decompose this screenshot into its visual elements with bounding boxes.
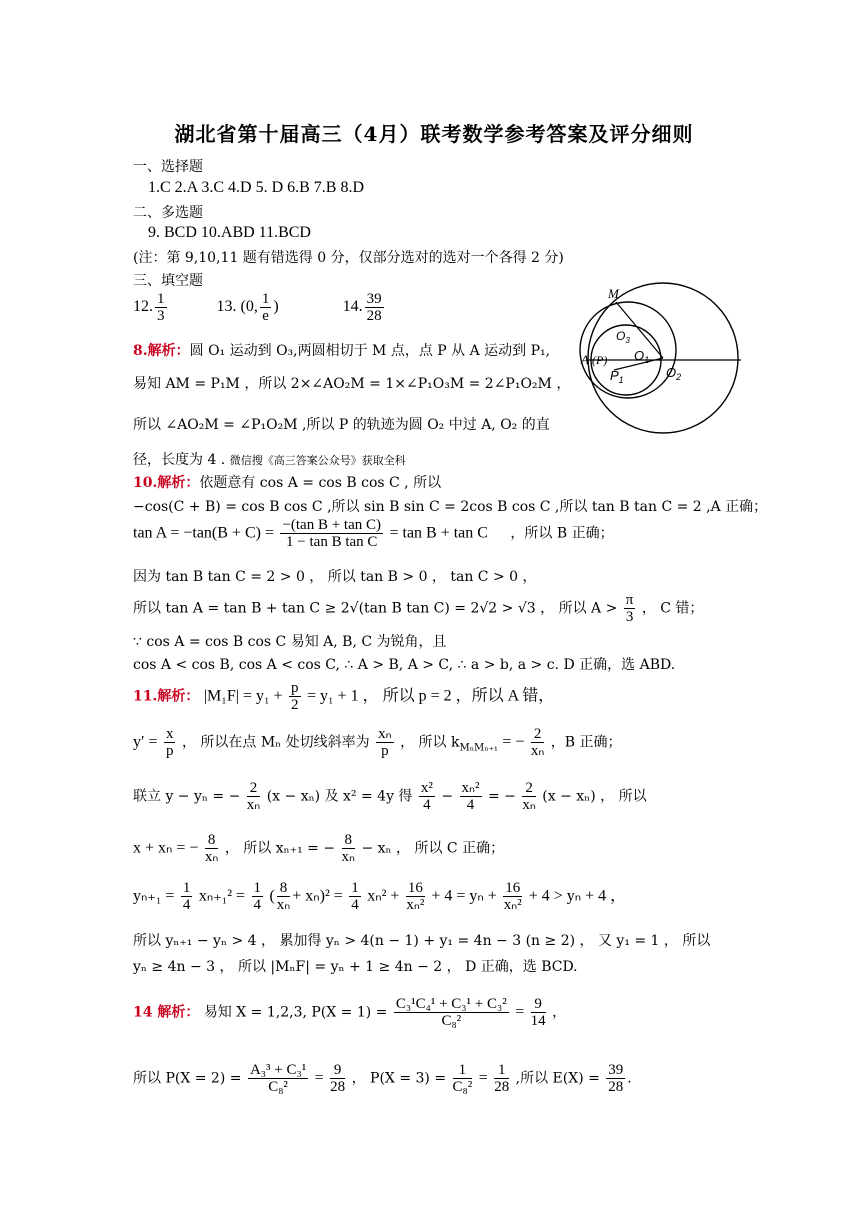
label-p: (P) — [592, 353, 608, 367]
watermark-note: 微信搜《高三答案公众号》获取全科 — [229, 454, 406, 467]
multi-answers: 9. BCD 10.ABD 11.BCD — [148, 224, 311, 241]
q14-line-2: 所以 P(X = 2) = $\frac{\text{A₃³ + C₃¹}}{\text{C₈²}}$ = $\frac{9}{28}$ ， P(X = 3) = $\frac{1}{\text{C₈²}}$ = $\frac{1}{28}$ ,所以 E(X) = $\frac{39}{28}$ . — [133, 1062, 632, 1095]
q8-line-1: 8.解析：圆 O₁ 运动到 O₃,两圆相切于 M 点，点 P 从 A 运动到 P₁, — [133, 343, 551, 359]
q11-line-6: 所以 yₙ₊₁ − yₙ > 4 ， 累加得 yₙ > 4(n − 1) + y₁ = 4n − 3 (n ≥ 2) ， 又 y₁ = 1 ， 所以 — [133, 933, 711, 949]
q10-line-4: 因为 tan B tan C = 2 > 0 ， 所以 tan B > 0 ， tan C > 0 ， — [133, 569, 537, 585]
q13-fraction: $\frac{1}{e}$ — [261, 291, 270, 324]
q11-line-4: x + xₙ = − $\frac{8}{\text{xₙ}}$ ， 所以 xₙ₊₁ = − $\frac{8}{\text{xₙ}}$ − xₙ ， 所以 C 正确； — [133, 832, 505, 865]
circle-figure — [578, 282, 748, 442]
q10-line-5: 所以 tan A = tan B + tan C ≥ 2√(tan B tan C) = 2√2 > √3 ， 所以 A > $\frac{\pi}{3}$ ， C 错； — [133, 592, 704, 625]
q11-line-3: 联立 y − yₙ = − $\frac{2}{\text{xₙ}}$ (x − xₙ) 及 x² = 4y 得 $\frac{\text{x²}}{4}$ − $\frac{\text{xₙ²}}{4}$ = − $\frac{2}{\text{xₙ}}$ (x − xₙ) ， 所以 — [133, 780, 647, 813]
label-a: A — [581, 352, 589, 367]
q11-line-2: y′ = $\frac{x}{p}$ ， 所以在点 Mₙ 处切线斜率为 $\frac{\text{xₙ}}{p}$ ， 所以 $k_{M_nM_{n+1}}$ = − $\frac{2}{\text{xₙ}}$ ，B 正确； — [133, 726, 622, 759]
multi-note: (注：第 9,10,11 题有错选得 0 分，仅部分选对的选对一个各得 2 分) — [133, 250, 564, 266]
q10-line-2: −cos(C + B) = cos B cos C ,所以 sin B sin C = 2cos B cos C ,所以 tan B tan C = 2 ,A 正确； — [133, 499, 768, 515]
label-m: M — [608, 286, 619, 301]
q10-line-6: ∵ cos A = cos B cos C 易知 A, B, C 为锐角，且 — [133, 634, 447, 650]
q12-fraction: $\frac{1}{3}$ — [157, 291, 165, 324]
label-p1: $P_1$ — [610, 368, 624, 385]
q8-line-2: 易知 AM = P₁M ，所以 2×∠AO₂M = 1×∠P₁O₃M = 2∠P₁O₂M ， — [133, 376, 571, 392]
label-o1: $O_1$ — [634, 348, 650, 365]
q14-line-1: 14 解析： 易知 X = 1,2,3, P(X = 1) = $\frac{\text{C₃¹C₄¹ + C₃¹ + C₃²}}{\text{C₈²}}$ = $\frac{9}{14}$ ， — [133, 996, 567, 1029]
q10-line-1: 10.解析：依题意有 cos A = cos B cos C , 所以 — [133, 475, 442, 491]
q11-line-7: yₙ ≥ 4n − 3 ， 所以 |MₙF| = yₙ + 1 ≥ 4n − 2 ， D 正确，选 BCD. — [133, 959, 578, 975]
choice-answers: 1.C 2.A 3.C 4.D 5. D 6.B 7.B 8.D — [148, 179, 365, 196]
fill-answers: 12. $\frac{1}{3}$ 13. (0, $\frac{1}{e}$ ) 14. $\frac{39}{28}$ — [133, 291, 382, 324]
section-heading-choice: 一、选择题 — [133, 159, 203, 175]
q11-line-5: yₙ₊₁ = $\frac{1}{4}$ xₙ₊₁² = $\frac{1}{4}$ ( $\frac{8}{\text{xₙ}}$ + xₙ)² = $\frac{1}{4}$ xₙ² + $\frac{16}{\text{xₙ²}}$ + 4 = yₙ + $\frac{16}{\text{xₙ²}}$ + 4 > yₙ + 4 ， — [133, 880, 627, 913]
q14-fraction: $\frac{39}{28}$ — [366, 291, 382, 324]
q11-line-1: 11.解析： |M₁F| = y₁ + $\frac{p}{2}$ = y₁ + 1 ， 所以 p = 2 ，所以 A 错， — [133, 680, 555, 713]
q10-line-3: tan A = −tan(B + C) = $\frac{\text{−(tan B + tan C)}}{\text{1 − tan B tan C}}$ = tan B + tan C ，所以 B 正确； — [133, 517, 614, 550]
q8-line-4: 径，长度为 4 . 微信搜《高三答案公众号》获取全科 — [133, 452, 406, 468]
q14-label: 14. — [342, 298, 363, 316]
section-heading-fill: 三、填空题 — [133, 273, 203, 289]
q10-line-7: cos A < cos B, cos A < cos C, ∴ A > B, A > C, ∴ a > b, a > c. D 正确，选 ABD. — [133, 657, 676, 673]
label-o3: $O_3$ — [616, 329, 630, 345]
q13-label: 13. (0, — [216, 298, 258, 316]
page-title: 湖北省第十届高三（4月）联考数学参考答案及评分细则 — [174, 122, 694, 146]
label-o2: $O_2$ — [666, 365, 682, 382]
section-heading-multi: 二、多选题 — [133, 205, 203, 221]
q12-label: 12. — [133, 298, 153, 316]
q8-line-3: 所以 ∠AO₂M = ∠P₁O₂M ,所以 P 的轨迹为圆 O₂ 中过 A, O₂ 的直 — [133, 417, 550, 433]
